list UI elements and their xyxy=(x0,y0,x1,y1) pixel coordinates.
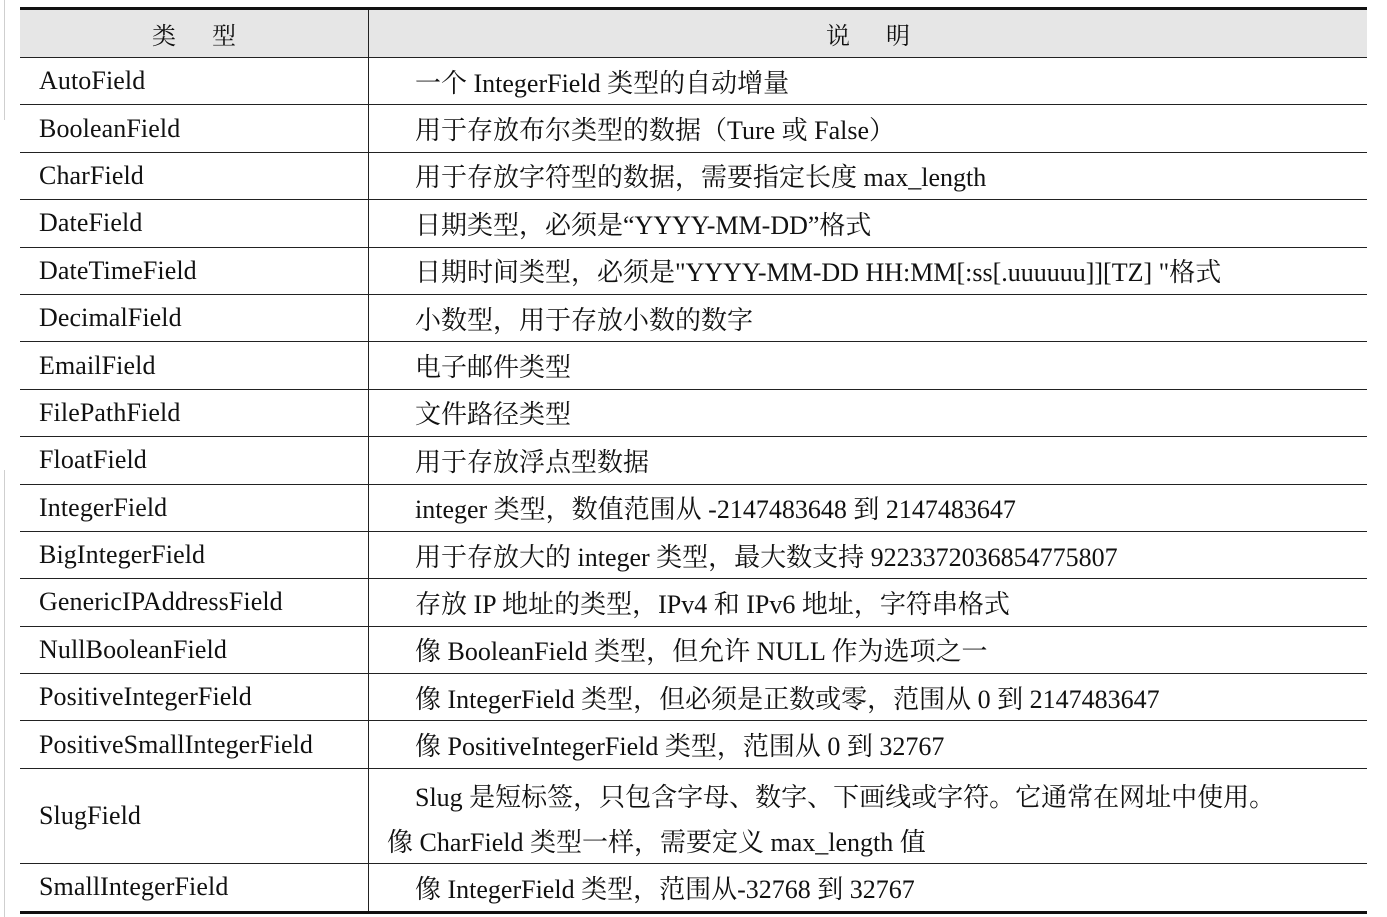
table-row xyxy=(20,437,1367,484)
field-type-cell: SlugField xyxy=(20,769,369,863)
slug-description-line-2: 像 CharField 类型一样，需要定义 max_length 值 xyxy=(387,827,926,857)
field-type-cell: NullBooleanField xyxy=(20,627,369,673)
table-row xyxy=(20,200,1367,247)
field-description-cell: 用于存放大的 integer 类型，最大数支持 9223372036854775807 xyxy=(415,542,1118,572)
field-type-cell: CharField xyxy=(20,153,369,199)
table-row xyxy=(20,532,1367,579)
table-row xyxy=(20,674,1367,721)
page-edge-mark xyxy=(4,470,5,917)
slug-description-line-1: Slug 是短标签，只包含字母、数字、下画线或字符。它通常在网址中使用。 xyxy=(415,782,1276,812)
field-type-cell: FilePathField xyxy=(20,390,369,436)
table-row xyxy=(20,295,1367,342)
table-row xyxy=(20,485,1367,532)
field-type-cell: PositiveIntegerField xyxy=(20,674,369,720)
field-type-cell: BigIntegerField xyxy=(20,532,369,578)
table-row xyxy=(20,248,1367,295)
field-description-cell: 存放 IP 地址的类型，IPv4 和 IPv6 地址，字符串格式 xyxy=(415,589,1010,619)
field-description-cell: 像 IntegerField 类型，范围从-32768 到 32767 xyxy=(415,874,915,904)
field-description-cell: 文件路径类型 xyxy=(415,400,572,430)
field-description-cell: 像 PositiveIntegerField 类型，范围从 0 到 32767 xyxy=(415,732,945,762)
field-description-cell xyxy=(369,769,1367,863)
table-row xyxy=(20,721,1367,768)
field-type-cell: DateTimeField xyxy=(20,248,369,294)
field-type-cell: GenericIPAddressField xyxy=(20,579,369,625)
table-row xyxy=(20,342,1367,389)
field-description-cell: 日期类型，必须是“YYYY-MM-DD”格式 xyxy=(415,210,872,240)
field-description-cell: 小数型，用于存放小数的数字 xyxy=(415,305,754,335)
field-type-cell: DateField xyxy=(20,200,369,246)
table-header-row xyxy=(20,10,1367,58)
table-row xyxy=(20,579,1367,626)
field-description-cell: 电子邮件类型 xyxy=(415,353,572,383)
table-row xyxy=(20,864,1367,911)
field-description-cell: 像 IntegerField 类型，但必须是正数或零，范围从 0 到 2147483647 xyxy=(415,684,1160,714)
field-description-cell: 像 BooleanField 类型，但允许 NULL 作为选项之一 xyxy=(415,637,988,667)
table-row xyxy=(20,390,1367,437)
table-row xyxy=(20,58,1367,105)
header-description: 说明 xyxy=(826,22,946,50)
field-description-cell: integer 类型，数值范围从 -2147483648 到 2147483647 xyxy=(415,495,1016,525)
field-type-cell: IntegerField xyxy=(20,485,369,531)
field-description-cell: 用于存放布尔类型的数据（Ture 或 False） xyxy=(415,116,896,146)
field-type-cell: AutoField xyxy=(20,58,369,104)
table-row xyxy=(20,627,1367,674)
table-row-slugfield xyxy=(20,769,1367,864)
field-description-cell: 用于存放字符型的数据，需要指定长度 max_length xyxy=(415,163,987,193)
field-type-cell: EmailField xyxy=(20,342,369,388)
field-type-cell: PositiveSmallIntegerField xyxy=(20,721,369,767)
field-type-cell: DecimalField xyxy=(20,295,369,341)
field-type-cell: SmallIntegerField xyxy=(20,864,369,911)
field-description-cell: 日期时间类型，必须是"YYYY-MM-DD HH:MM[:ss[.uuuuuu]][TZ] "格式 xyxy=(415,258,1222,288)
table-row xyxy=(20,105,1367,152)
field-types-table xyxy=(20,7,1367,914)
field-description-cell: 一个 IntegerField 类型的自动增量 xyxy=(415,68,790,98)
header-type: 类型 xyxy=(20,10,369,57)
page-edge-mark xyxy=(4,0,5,120)
table-row xyxy=(20,153,1367,200)
field-description-cell: 用于存放浮点型数据 xyxy=(415,447,650,477)
field-type-cell: BooleanField xyxy=(20,105,369,151)
field-type-cell: FloatField xyxy=(20,437,369,483)
